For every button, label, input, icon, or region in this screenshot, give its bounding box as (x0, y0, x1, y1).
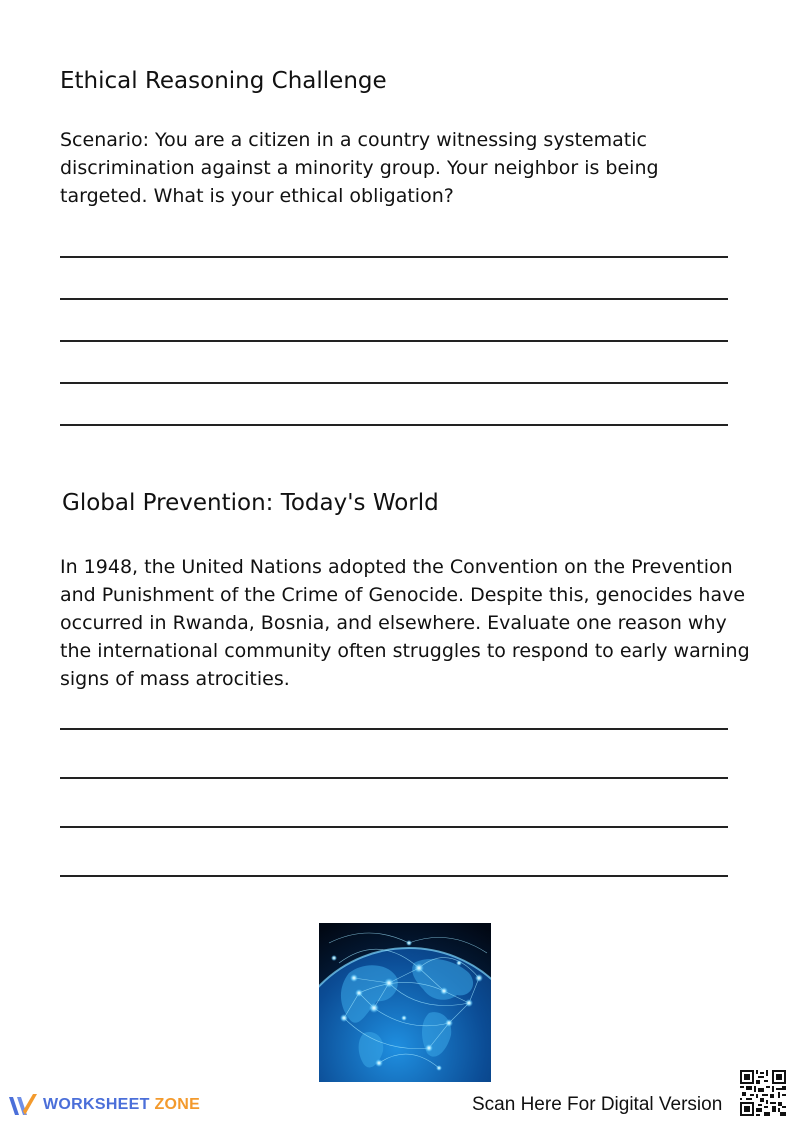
section-heading-ethical-reasoning: Ethical Reasoning Challenge (60, 68, 387, 94)
answer-line[interactable] (60, 777, 728, 779)
answer-line[interactable] (60, 298, 728, 300)
answer-line[interactable] (60, 256, 728, 258)
answer-line[interactable] (60, 340, 728, 342)
answer-line[interactable] (60, 382, 728, 384)
w-logo-icon (8, 1093, 38, 1117)
answer-line[interactable] (60, 728, 728, 730)
worksheet-zone-logo[interactable] (8, 1092, 200, 1118)
section-heading-global-prevention: Global Prevention: Today's World (62, 490, 439, 516)
logo-text: WORKSHEET ZONE (43, 1096, 201, 1113)
convention-prompt: In 1948, the United Nations adopted the Convention on the Prevention and Punishment of the Crime of Genocide. Despite this, genocides have occurred in Rwanda, Bosnia, and elsewhere. Evaluate one reason why the international community often struggles to respond to early warning signs of mass atrocities. (60, 556, 750, 690)
answer-line[interactable] (60, 424, 728, 426)
answer-line[interactable] (60, 826, 728, 828)
scan-instruction: Scan Here For Digital Version (472, 1094, 723, 1115)
answer-line[interactable] (60, 875, 728, 877)
scenario-prompt: Scenario: You are a citizen in a country witnessing systematic discrimination against a minority group. Your neighbor is being targeted. What is your ethical obligation? (60, 129, 659, 207)
qr-code-icon[interactable] (740, 1070, 786, 1116)
globe-network-image (319, 923, 491, 1082)
